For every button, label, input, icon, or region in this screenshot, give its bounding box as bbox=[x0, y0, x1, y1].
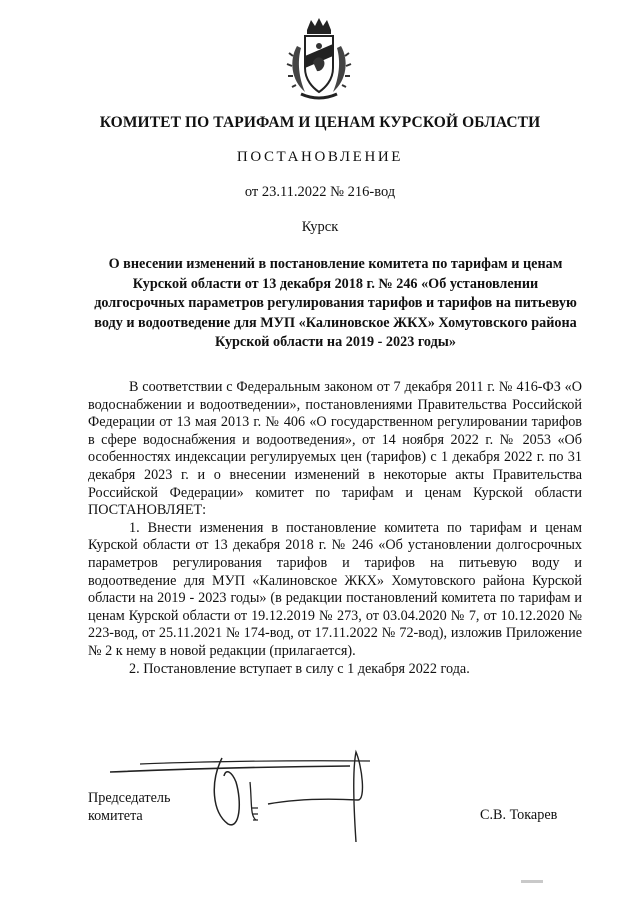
clause-2: 2. Постановление вступает в силу с 1 декабря 2022 года. bbox=[129, 660, 470, 677]
position-line-2: комитета bbox=[88, 807, 143, 824]
clause-1: 1. Внести изменения в постановление комитета по тарифам и ценам Курской области от 13 декабря 2018 г. № 246 «Об установлении долгосрочных параметров регулирования тарифов и тарифов на питьевую воду и водоотведение для МУП «Калиновское ЖКХ» Хомутовского района Курской области на 2019 - 2023 годы» (в редакции постановлений комитета по тарифам и ценам Курской области от 19.12.2019 № 273, от 03.04.2020 № 7, от 10.12.2020 № 223-вод, от 25.11.2021 № 174-вод, от 17.11.2022 № 72-вод), изложив Приложение № 2 к нему в новой редакции (прилагается). bbox=[88, 519, 582, 659]
signatory-position bbox=[88, 790, 170, 825]
document-type: ПОСТАНОВЛЕНИЕ bbox=[236, 149, 404, 165]
document-body bbox=[88, 379, 582, 678]
committee-name: КОМИТЕТ ПО ТАРИФАМ И ЦЕНАМ КУРСКОЙ ОБЛАСТИ bbox=[99, 114, 541, 131]
scan-mark bbox=[521, 880, 543, 883]
document-date-number: от 23.11.2022 № 216-вод bbox=[244, 184, 396, 200]
signatory-name: С.В. Токарев bbox=[480, 807, 558, 823]
position-line-1: Председатель bbox=[88, 790, 171, 806]
preamble-paragraph: В соответствии с Федеральным законом от 7 декабря 2011 г. № 416-ФЗ «О водоснабжении и водоотведении», постановлениями Правительства Российской Федерации от 13 мая 2013 г. № 406 «О государственном регулировании тарифов в сфере водоснабжения и водоотведения», от 14 ноября 2022 г. № 2053 «Об особенностях индексации регулируемых цен (тарифов) с 1 декабря 2022 г. по 31 декабря 2023 г. и о внесении изменений в некоторые акты Правительства Российской Федерации» комитет по тарифам и ценам Курской области ПОСТАНОВЛЯЕТ: bbox=[88, 379, 582, 519]
coat-of-arms-icon bbox=[283, 16, 355, 104]
document-city: Курск bbox=[301, 219, 339, 235]
document-title: О внесении изменений в постановление комитета по тарифам и ценам Курской области от 13 декабря 2018 г. № 246 «Об установлении долгосрочных параметров регулирования тарифов и тарифов на питьевую воду и водоотведение для МУП «Калиновское ЖКХ» Хомутовского района Курской области на 2019 - 2023 годы» bbox=[94, 256, 577, 351]
